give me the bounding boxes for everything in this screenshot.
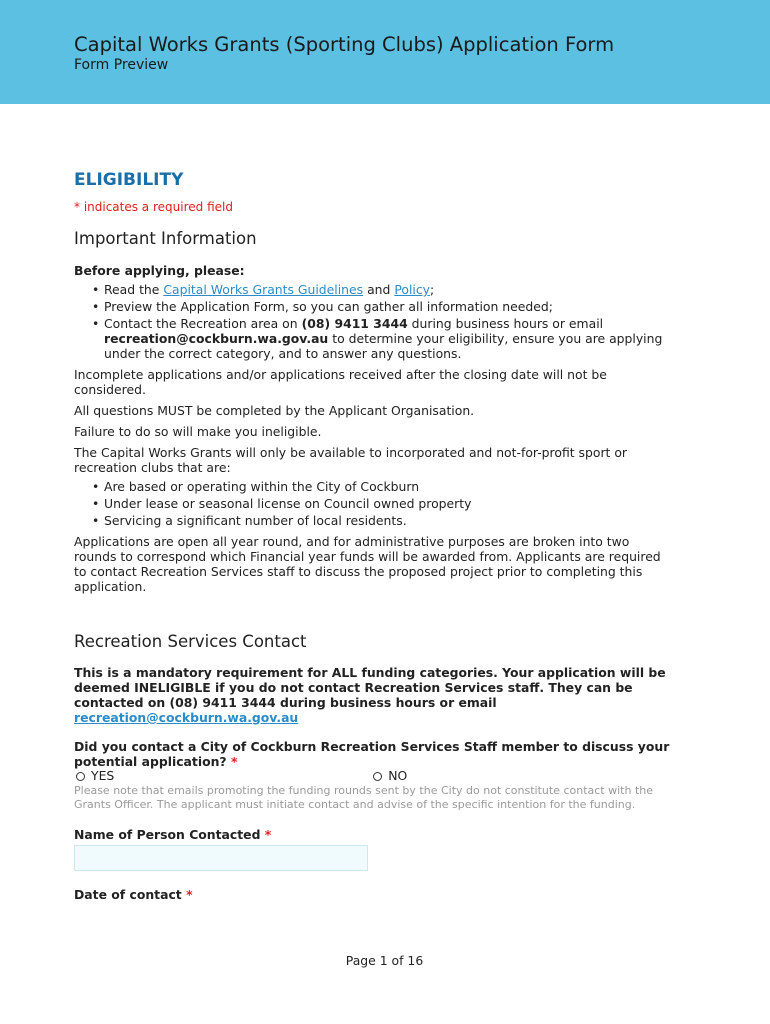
page-footer <box>0 953 770 968</box>
list-item <box>94 282 674 297</box>
bullet-text: during business hours or email <box>407 316 604 331</box>
bullet-text: ; <box>429 282 435 297</box>
required-mark: * <box>230 754 238 769</box>
list-item: • Under lease or seasonal license on Council owned property <box>94 496 674 511</box>
radio-circle-icon[interactable] <box>76 772 85 781</box>
form-content <box>74 170 674 902</box>
before-applying-label: Before applying, please: <box>74 263 245 278</box>
bullet-text: and <box>363 282 395 297</box>
date-contact-label <box>74 887 674 902</box>
contact-heading: Recreation Services Contact <box>74 632 307 651</box>
failure-note: Failure to do so will make you ineligible. <box>74 424 322 439</box>
contact-question <box>74 739 674 769</box>
section-heading: ELIGIBILITY <box>74 170 184 190</box>
list-item: • Servicing a significant number of local residents. <box>94 513 674 528</box>
no-label: NO <box>388 768 408 783</box>
bullet-text: Read the <box>104 282 164 297</box>
mandatory-text: This is a mandatory requirement for ALL funding categories. Your application will be deemed INELIGIBLE if you do not contact Recreation Services staff. They can be contacted on (08) 9411 3444 during business hours or email <box>74 665 666 710</box>
required-mark: * <box>264 827 272 842</box>
bullet-text: Contact the Recreation area on <box>104 316 302 331</box>
form-title: Capital Works Grants (Sporting Clubs) Application Form <box>74 33 615 56</box>
list-item: • Preview the Application Form, so you can gather all information needed; <box>94 299 674 314</box>
contact-hint: Please note that emails promoting the funding rounds sent by the City do not constitute contact with the Grants Officer. The applicant must initiate contact and advise of the specific intention for the funding. <box>74 784 653 811</box>
policy-link[interactable]: Policy <box>394 282 430 297</box>
label-text: Date of contact <box>74 887 182 902</box>
header-banner <box>0 0 770 104</box>
name-contacted-input[interactable] <box>74 845 368 871</box>
contact-radio-group <box>74 769 674 783</box>
yes-label: YES <box>91 768 115 783</box>
phone-number: (08) 9411 3444 <box>301 316 408 331</box>
bullet-text: to determine your eligibility, ensure you are applying under the correct category, and to answer any questions. <box>104 331 663 361</box>
eligibility-note: The Capital Works Grants will only be available to incorporated and not-for-profit sport or recreation clubs that are: <box>74 445 628 475</box>
yes-radio[interactable] <box>74 769 114 783</box>
page-number: Page 1 of 16 <box>345 953 424 968</box>
contact-email-link[interactable]: recreation@cockburn.wa.gov.au <box>74 710 299 725</box>
before-applying-list <box>74 282 674 361</box>
name-contacted-label <box>74 827 674 842</box>
label-text: Name of Person Contacted <box>74 827 261 842</box>
question-text: Did you contact a City of Cockburn Recreation Services Staff member to discuss your potential application? <box>74 739 670 769</box>
rounds-note: Applications are open all year round, and for administrative purposes are broken into two rounds to correspond which Financial year funds will be awarded from. Applicants are required to contact Recreation Services staff to discuss the proposed project prior to completing this application. <box>74 534 661 594</box>
required-mark: * <box>186 887 193 902</box>
eligibility-list <box>74 479 674 528</box>
important-info-heading: Important Information <box>74 229 257 248</box>
incomplete-note: Incomplete applications and/or applications received after the closing date will not be considered. <box>74 367 607 397</box>
guidelines-link[interactable]: Capital Works Grants Guidelines <box>163 282 364 297</box>
mandatory-note <box>74 665 674 725</box>
list-item <box>94 316 674 361</box>
required-field-note: * indicates a required field <box>74 200 233 214</box>
no-radio[interactable] <box>371 769 407 783</box>
list-item: • Are based or operating within the City of Cockburn <box>94 479 674 494</box>
form-subtitle: Form Preview <box>74 57 169 73</box>
radio-circle-icon[interactable] <box>373 772 382 781</box>
email-address: recreation@cockburn.wa.gov.au <box>104 331 329 346</box>
all-questions-note: All questions MUST be completed by the Applicant Organisation. <box>74 403 475 418</box>
